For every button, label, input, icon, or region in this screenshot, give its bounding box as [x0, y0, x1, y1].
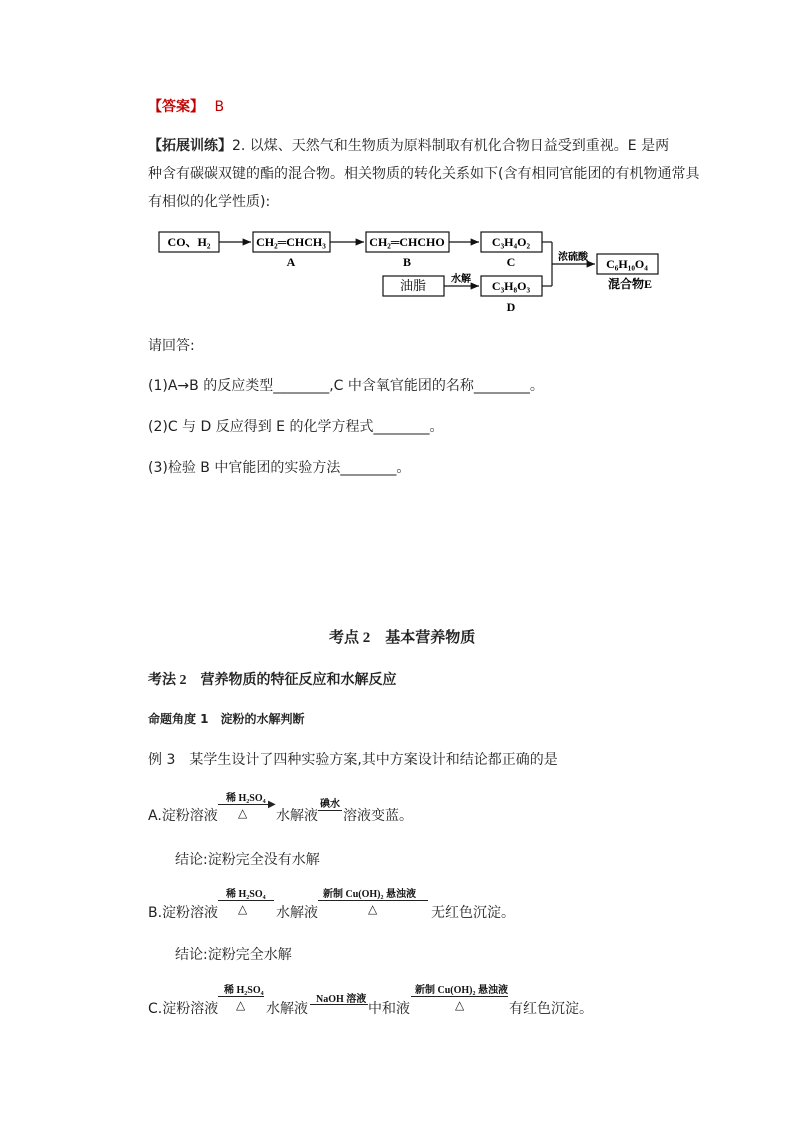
expand-text-1: 2. 以煤、天然气和生物质为原料制取有机化合物日益受到重视。E 是两 [232, 138, 670, 154]
option-c-arrow1-bottom: △ [236, 998, 246, 1012]
option-b-conclusion: 结论:淀粉完全水解 [175, 947, 292, 963]
label-e: 混合物E [607, 277, 653, 291]
option-c-prefix: C.淀粉溶液 [148, 1001, 219, 1017]
expand-line-3: 有相似的化学性质): [148, 194, 271, 210]
option-c-arrow3-bottom: △ [455, 998, 465, 1012]
question-2: (2)C 与 D 反应得到 E 的化学方程式________。 [148, 419, 444, 435]
option-c-mid2: 中和液 [368, 1001, 410, 1017]
option-b-end: 无红色沉淀。 [431, 905, 515, 921]
option-b-arrow2-top: 新制 Cu(OH)₂ 悬浊液 [323, 889, 416, 900]
arrow-conc-acid-label: 浓硫酸 [558, 252, 588, 263]
option-a-arrow1 [218, 804, 274, 805]
option-c-arrow2-top: NaOH 溶液 [316, 994, 367, 1005]
option-a-arrow2-top: 碘水 [320, 799, 340, 810]
option-c-mid: 水解液 [266, 1001, 308, 1017]
option-c-arrow3 [411, 996, 508, 997]
questions-intro: 请回答: [148, 338, 195, 354]
box-b-text: CH₂═CHCHO [369, 235, 445, 249]
question-1: (1)A→B 的反应类型________,C 中含氧官能团的名称________。 [148, 378, 544, 394]
expand-tag: 【拓展训练】 [148, 138, 232, 154]
option-b-arrow2-bottom: △ [368, 902, 378, 916]
option-b-mid: 水解液 [276, 905, 318, 921]
option-b-prefix: B.淀粉溶液 [148, 905, 219, 921]
option-a-end: 溶液变蓝。 [343, 808, 413, 824]
option-a-arrow2 [318, 810, 342, 811]
expand-line-1 [148, 135, 669, 155]
option-a-arrow1-top: 稀 H₂SO₄ [226, 793, 266, 804]
box-d-text: C₃H₈O₃ [491, 279, 531, 293]
option-a-arrow1-bottom: △ [238, 806, 248, 820]
option-b-arrow1 [218, 900, 274, 901]
example-text: 例 3 某学生设计了四种实验方案,其中方案设计和结论都正确的是 [148, 752, 558, 768]
option-a-mid: 水解液 [276, 808, 318, 824]
option-c-arrow3-top: 新制 Cu(OH)₂ 悬浊液 [415, 985, 508, 996]
box-oil-text: 油脂 [399, 278, 427, 293]
option-b-arrow2 [318, 900, 428, 901]
box-a-text: CH₂═CHCH₃ [256, 235, 326, 249]
label-d: D [506, 300, 516, 314]
question-3: (3)检验 B 中官能团的实验方法________。 [148, 460, 411, 476]
label-c: C [506, 255, 516, 269]
option-a-arrow1-head: ▶ [268, 799, 276, 810]
option-c-end: 有红色沉淀。 [509, 1001, 593, 1017]
answer-value: B [214, 99, 225, 115]
arrow-hydrolysis-label: 水解 [451, 274, 471, 285]
option-b-arrow1-bottom: △ [238, 902, 248, 916]
option-a-conclusion: 结论:淀粉完全没有水解 [175, 852, 320, 868]
box-e-text: C₆H₁₀O₄ [606, 257, 648, 271]
box-co-h2-text: CO、H₂ [167, 235, 211, 249]
option-c-arrow1 [218, 996, 264, 997]
option-b-arrow1-top: 稀 H₂SO₄ [226, 889, 266, 900]
method-heading: 考法 2 营养物质的特征反应和水解反应 [148, 673, 397, 688]
section-heading: 考点 2 基本营养物质 [329, 630, 476, 646]
answer-line [148, 96, 224, 116]
expand-line-2: 种含有碳碳双键的酯的混合物。相关物质的转化关系如下(含有相同官能团的有机物通常具 [148, 166, 700, 182]
box-c-text: C₃H₄O₂ [491, 235, 531, 249]
reaction-diagram [0, 225, 794, 325]
option-a-prefix: A.淀粉溶液 [148, 808, 218, 824]
angle-heading: 命题角度 1 淀粉的水解判断 [148, 712, 305, 726]
option-c-arrow2 [310, 1004, 368, 1005]
label-b: B [402, 255, 412, 269]
label-a: A [286, 255, 296, 269]
option-c-arrow1-top: 稀 H₂SO₄ [224, 985, 264, 996]
answer-tag: 【答案】 [148, 99, 204, 115]
